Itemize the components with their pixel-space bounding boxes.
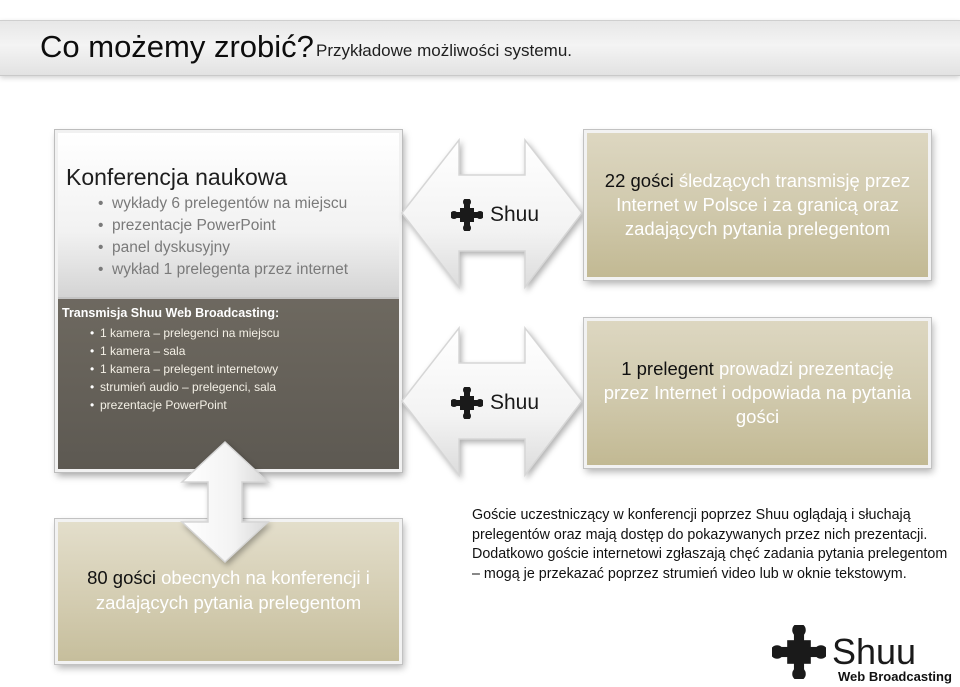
- list-item: • panel dyskusyjny: [112, 237, 399, 259]
- shuu-logo: [451, 199, 539, 231]
- list-item: • 1 kamera – prelegent internetowy: [100, 360, 279, 378]
- shuu-label: Shuu: [490, 203, 540, 226]
- transmission-list: [100, 324, 279, 414]
- description: [472, 506, 952, 584]
- page-subtitle: Przykładowe możliwości systemu.: [316, 41, 573, 60]
- remote-guests-count: 22 gości: [604, 170, 674, 191]
- conference-block: [55, 130, 402, 472]
- conference-list: [66, 193, 399, 281]
- list-item: • strumień audio – prelegenci, sala: [100, 378, 279, 396]
- shuu-label: Shuu: [490, 391, 540, 414]
- brand-name: Shuu: [832, 631, 917, 672]
- puzzle-piece-icon: [451, 199, 483, 231]
- remote-presenter-count: 1 prelegent: [621, 358, 714, 379]
- puzzle-piece-icon: [772, 625, 826, 679]
- local-guests-text: na konferencji i zadających pytania prelegentom: [95, 567, 370, 613]
- list-item: • wykłady 6 prelegentów na miejscu: [112, 193, 399, 215]
- puzzle-piece-icon: [451, 387, 483, 419]
- vertical-double-arrow-icon: [180, 440, 270, 565]
- remote-guests-box: [584, 130, 931, 280]
- conference-title: Konferencja naukowa: [66, 164, 288, 190]
- transmission-title: Transmisja Shuu Web Broadcasting:: [62, 306, 280, 320]
- shuu-logo: [451, 387, 539, 419]
- remote-presenter-box: [584, 318, 931, 468]
- remote-guests-text: śledzących transmisję przez Internet w Polsce i za granicą oraz zadających pytania prelegentom: [616, 170, 911, 239]
- local-guests-count: 80 gości: [87, 567, 156, 588]
- list-item: • 1 kamera – sala: [100, 342, 279, 360]
- brand-tagline: Web Broadcasting: [838, 669, 952, 684]
- list-item: • 1 kamera – prelegenci na miejscu: [100, 324, 279, 342]
- list-item: • prezentacje PowerPoint: [112, 215, 399, 237]
- conference-panel: [58, 133, 399, 299]
- description-paragraph-1: Goście uczestniczący w konferencji poprzez Shuu oglądają i słuchają prelegentów oraz mają dostęp do pokazywanych przez nich prezentacji.: [472, 507, 928, 543]
- list-item: • prezentacje PowerPoint: [100, 396, 279, 414]
- local-guests-word: obecnych: [161, 567, 241, 588]
- description-paragraph-2: Dodatkowo goście internetowi zgłaszają chęć zadania pytania prelegentom – mogą je przekazać poprzez strumień video lub w oknie tekstowym.: [472, 546, 948, 582]
- remote-presenter-text: prowadzi prezentację przez Internet i odpowiada na pytania gości: [603, 358, 912, 427]
- list-item: • wykład 1 prelegenta przez internet: [112, 259, 399, 281]
- page-title: Co możemy zrobić?: [40, 29, 314, 64]
